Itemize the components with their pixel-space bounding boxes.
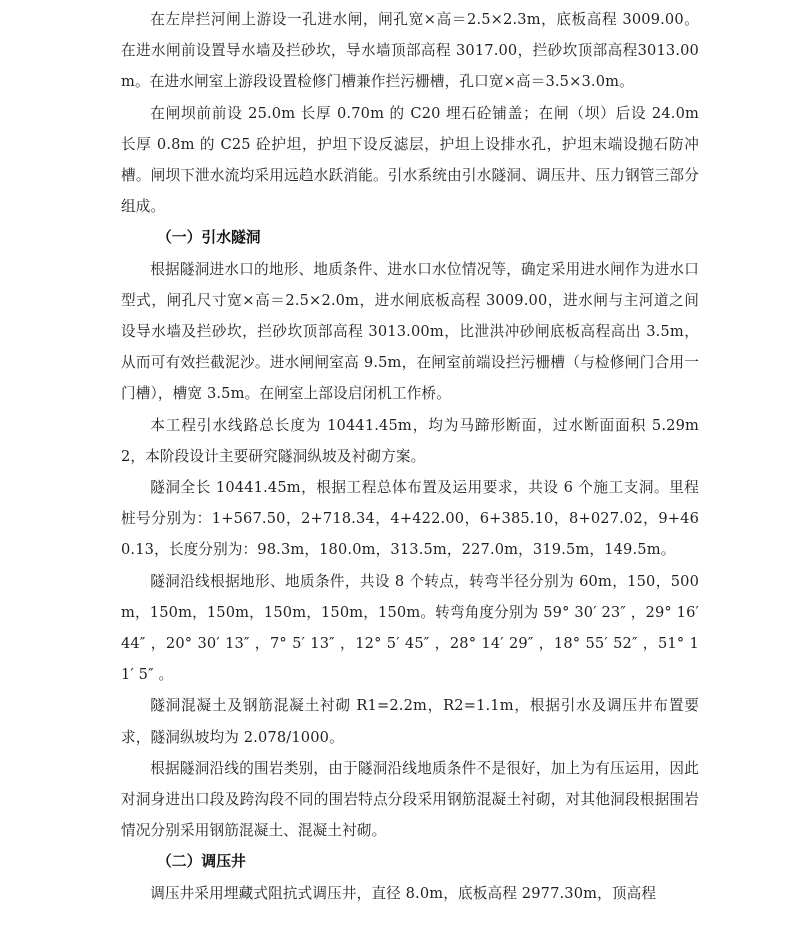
section-heading-tunnel: （一）引水隧洞 — [157, 229, 261, 247]
paragraph-surrounding-rock: 根据隧洞沿线的围岩类别，由于隧洞沿线地质条件不是很好，加上为有压运用，因此对洞身进出口段及跨沟段不同的围岩特点分段采用钢筋混凝土衬砌，对其他洞段根据围岩情况分别采用钢筋混凝土、混凝土衬砌。 — [121, 759, 699, 840]
paragraph-surge-shaft: 调压井采用埋藏式阻抗式调压井，直径 8.0m，底板高程 2977.30m，顶高程 — [150, 884, 657, 902]
paragraph-construction-adits: 隧洞全长 10441.45m，根据工程总体布置及运用要求，共设 6 个施工支洞。里程桩号分别为：1+567.50，2+718.34，4+422.00，6+385.10，8+027.02，9+460.13，长度分别为：98.3m，180.0m，313.5m，227.0m，319.5m，149.5m。 — [121, 479, 699, 559]
paragraph-intake-gate: 在左岸拦河闸上游设一孔进水闸，闸孔宽×高＝2.5×2.3m，底板高程 3009.00。在进水闸前设置导水墙及拦砂坎，导水墙顶部高程 3017.00，拦砂坎顶部高程3013.00m。在进水闸室上游段设置检修门槽兼作拦污栅槽，孔口宽×高＝3.5×3.0m。 — [121, 11, 699, 91]
paragraph-tunnel-intake: 根据隧洞进水口的地形、地质条件、进水口水位情况等，确定采用进水闸作为进水口型式，闸孔尺寸宽×高＝2.5×2.0m，进水闸底板高程 3009.00，进水闸与主河道之间设导水墙及拦砂坎，拦砂坎顶部高程 3013.00m，比泄洪冲砂闸底板高程高出 3.5m，从而可有效拦截泥沙。进水闸闸室高 9.5m，在闸室前端设拦污栅槽（与检修闸门合用一门槽），槽宽 3.5m。在闸室上部设启闭机工作桥。 — [121, 260, 699, 403]
paragraph-turning-points: 隧洞沿线根据地形、地质条件，共设 8 个转点，转弯半径分别为 60m，150，500m，150m，150m，150m，150m，150m。转弯角度分别为 59° 30′ 23″ ，29° 16′ 44″ ，20° 30′ 13″ ，7° 5′ 13″ ，12° 5′ 45″ ，28° 14′ 29″ ，18° 55′ 52″ ，51° 11′ 5″ 。 — [121, 572, 699, 684]
paragraph-tunnel-length: 本工程引水线路总长度为 10441.45m，均为马蹄形断面，过水断面面积 5.29m2，本阶段设计主要研究隧洞纵坡及衬砌方案。 — [121, 416, 699, 465]
section-heading-surge-shaft: （二）调压井 — [157, 853, 246, 871]
document-body — [121, 4, 699, 909]
paragraph-apron: 在闸坝前前设 25.0m 长厚 0.70m 的 C20 埋石砼铺盖；在闸（坝）后设 24.0m 长厚 0.8m 的 C25 砼护坦，护坦下设反滤层，护坦上设排水孔，护坦末端设抛石防冲槽。闸坝下泄水流均采用远趋水跃消能。引水系统由引水隧洞、调压井、压力钢管三部分组成。 — [121, 104, 699, 216]
paragraph-lining-radius: 隧洞混凝土及钢筋混凝土衬砌 R1=2.2m，R2=1.1m，根据引水及调压井布置要求，隧洞纵坡均为 2.078/1000。 — [121, 697, 699, 746]
